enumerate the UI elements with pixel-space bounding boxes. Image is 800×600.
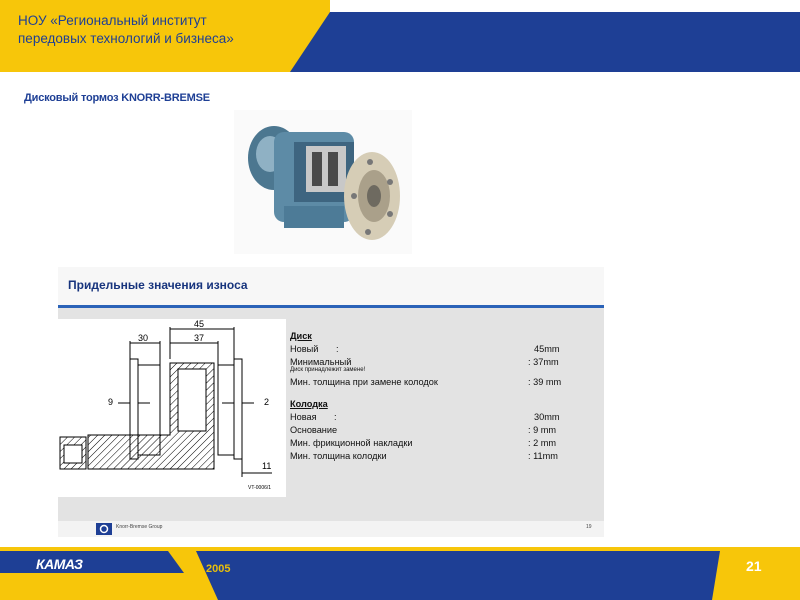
- dim-2-label: 2: [264, 397, 270, 407]
- pad-min-value: : 11mm: [528, 451, 558, 461]
- knorr-footer-brand: Knorr-Bremse Group: [116, 524, 163, 530]
- disc-pad-drawing: [58, 319, 286, 497]
- dim-45-label: 45: [194, 319, 205, 329]
- pad-base-value: : 9 mm: [528, 425, 557, 435]
- institute-title-line2: передовых технологий и бизнеса»: [18, 31, 234, 46]
- knorr-footer-page: 19: [586, 524, 592, 530]
- page-number: 21: [746, 558, 762, 574]
- pad-new-label: Новая: [290, 412, 317, 422]
- disc-section-title: Диск: [290, 331, 312, 341]
- institute-title: [18, 12, 318, 48]
- wear-panel-heading: Придельные значения износа: [68, 278, 248, 292]
- disc-min-pad-change-value: : 39 mm: [528, 377, 562, 387]
- pad-friction-value: : 2 mm: [528, 438, 557, 448]
- disc-min-note: Диск принадлежит замене!: [290, 367, 366, 373]
- disc-min-label: Минимальный: [290, 357, 352, 367]
- pad-new-value: 30mm: [534, 412, 560, 422]
- disc-new-value: 45mm: [534, 344, 560, 354]
- wear-limits-panel: [58, 267, 604, 537]
- disc-brake-image: [234, 110, 412, 254]
- disc-min-pad-change-label: Мин. толщина при замене колодок: [290, 377, 438, 387]
- pad-friction-label: Мин. фрикционной накладки: [290, 438, 413, 448]
- pad-new-sep: :: [334, 412, 337, 422]
- dim-11-label: 11: [262, 461, 272, 471]
- brake-photo: [234, 110, 412, 254]
- footer-band: [0, 547, 800, 600]
- wear-panel-divider: [58, 305, 604, 308]
- kamaz-logo: КАМАЗ: [36, 556, 83, 572]
- pad-base-label: Основание: [290, 425, 338, 435]
- dim-9-label: 9: [108, 397, 114, 407]
- disc-min-value: : 37mm: [528, 357, 559, 367]
- cross-section-drawing: [58, 319, 286, 497]
- dim-30-label: 30: [138, 333, 149, 343]
- pad-min-label: Мин. толщина колодки: [290, 451, 387, 461]
- disc-new-sep: :: [336, 344, 339, 354]
- disc-new-label: Новый: [290, 344, 319, 354]
- dim-37-label: 37: [194, 333, 205, 343]
- wear-panel-footer: [58, 521, 604, 537]
- institute-title-line1: НОУ «Региональный институт: [18, 13, 207, 28]
- drawing-ref-label: VT-0006/1: [248, 485, 272, 491]
- pad-section-title: Колодка: [290, 399, 328, 409]
- slide-title: Дисковый тормоз KNORR-BREMSE: [24, 92, 210, 104]
- knorr-logo-icon: [96, 523, 112, 535]
- footer-year: 2005: [206, 563, 231, 575]
